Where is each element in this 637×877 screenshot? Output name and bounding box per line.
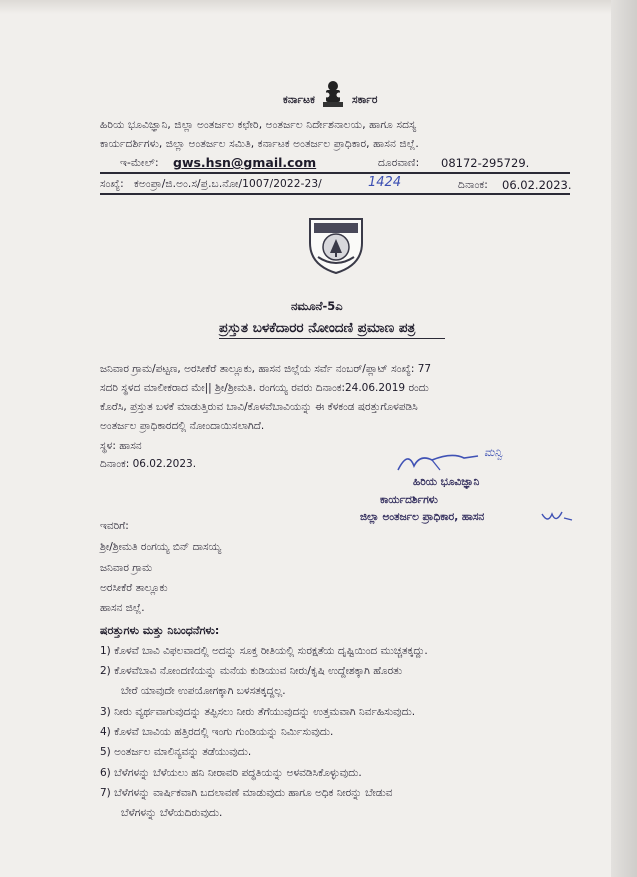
page-edge-shadow (611, 0, 637, 877)
header-rule-bottom (100, 193, 570, 195)
email-label: ಇ-ಮೇಲ್: (120, 157, 159, 169)
office-line-1: ಹಿರಿಯ ಭೂವಿಜ್ಞಾನಿ, ಜಿಲ್ಲಾ ಅಂತರ್ಜಲ ಕಛೇರಿ, ಅಂತರ್ಜಲ ನಿರ್ದೇಶನಾಲಯ, ಹಾಗೂ ಸದಸ್ಯ (100, 119, 417, 131)
signature-handwritten-name: ಮನ್ವಿ (484, 446, 503, 459)
state-name-right: ಸರ್ಕಾರ (352, 94, 378, 106)
conditions-heading: ಷರತ್ತುಗಳು ಮತ್ತು ನಿಬಂಧನೆಗಳು: (100, 624, 220, 637)
signatory-designation: ಹಿರಿಯ ಭೂವಿಜ್ಞಾನಿ (413, 476, 480, 488)
title-underline (219, 338, 445, 339)
page-top-shadow (0, 0, 637, 14)
body-line-2: ಸದರಿ ಸ್ಥಳದ ಮಾಲೀಕರಾದ ಮೇ|| ಶ್ರೀ/ಶ್ರೀಮತಿ. ರಂಗಯ್ಯ ರವರು ದಿನಾಂಕ:24.06.2019 ರಂದು (100, 382, 429, 394)
office-line-2: ಕಾರ್ಯದರ್ಶಿಗಳು, ಜಿಲ್ಲಾ ಅಂತರ್ಜಲ ಸಮಿತಿ, ಕರ್ನಾಟಕ ಅಂತರ್ಜಲ ಪ್ರಾಧಿಕಾರ, ಹಾಸನ ಜಿಲ್ಲೆ. (100, 138, 419, 150)
reference-number: ಕಅಂಪ್ರಾ/ಜಿ.ಅಂ.ಸ/ಪ್ರ.ಬ.ನೋ/1007/2022-23/ (134, 178, 322, 190)
reference-handwritten: 1424 (368, 175, 402, 190)
signatory-secretary: ಕಾರ್ಯದರ್ಶಿಗಳು (380, 494, 438, 506)
recipient-taluk: ಅರಸೀಕೆರೆ ತಾಲ್ಲೂಕು (100, 582, 168, 594)
form-number: ನಮೂನೆ-5ಎ (291, 299, 343, 313)
reference-label: ಸಂಖ್ಯೆ: (100, 178, 124, 190)
condition-item: 3) ನೀರು ವ್ಯರ್ಥವಾಗುವುದನ್ನು ತಪ್ಪಿಸಲು ನೀರು ತೆಗೆಯುವುದನ್ನು ಉತ್ತಮವಾಗಿ ನಿರ್ವಹಿಸುವುದು. (100, 706, 416, 718)
body-date-line: ದಿನಾಂಕ: 06.02.2023. (100, 458, 197, 470)
condition-item: 6) ಬೆಳೆಗಳನ್ನು ಬೆಳೆಯಲು ಹನಿ ನೀರಾವರಿ ಪದ್ಧತಿಯನ್ನು ಅಳವಡಿಸಿಕೊಳ್ಳುವುದು. (100, 767, 362, 779)
body-line-3: ಕೊರೆಸಿ, ಪ್ರಸ್ತುತ ಬಳಕೆ ಮಾಡುತ್ತಿರುವ ಬಾವಿ/ಕೊಳವೆಬಾವಿಯನ್ನು ಈ ಕೆಳಕಂಡ ಷರತ್ತುಗೊಳಪಡಿಸಿ (100, 401, 418, 413)
place-line: ಸ್ಥಳ: ಹಾಸನ (100, 440, 142, 452)
phone-number: 08172-295729. (441, 156, 530, 170)
email-link[interactable]: gws.hsn@gmail.com (173, 155, 317, 170)
condition-item: 2) ಕೊಳವೆಬಾವಿ ನೋಂದಣಿಯನ್ನು ಮನೆಯ ಕುಡಿಯುವ ನೀರು/ಕೃಷಿ ಉದ್ದೇಶಕ್ಕಾಗಿ ಹೊರತು (100, 665, 403, 677)
recipient-name: ಶ್ರೀ/ಶ್ರೀಮತಿ ರಂಗಯ್ಯ ಬಿನ್ ದಾಸಯ್ಯ (100, 541, 222, 553)
condition-item: ಬೇರೆ ಯಾವುದೇ ಉಪಯೋಗಕ್ಕಾಗಿ ಬಳಸತಕ್ಕದ್ದಲ್ಲ. (121, 685, 286, 697)
condition-item: 7) ಬೆಳೆಗಳನ್ನು ವಾರ್ಷಿಕವಾಗಿ ಬದಲಾವಣೆ ಮಾಡುವುದು ಹಾಗೂ ಅಧಿಕ ನೀರನ್ನು ಬೇಡುವ (100, 787, 393, 799)
initials-scribble-icon (540, 508, 574, 526)
condition-item: 1) ಕೊಳವೆ ಬಾವಿ ವಿಫಲವಾದಲ್ಲಿ ಅದನ್ನು ಸೂಕ್ತ ರೀತಿಯಲ್ಲಿ ಸುರಕ್ಷತೆಯ ದೃಷ್ಟಿಯಿಂದ ಮುಚ್ಚತಕ್ಕದ್ದು. (100, 645, 428, 657)
date-label: ದಿನಾಂಕ: (458, 179, 488, 191)
condition-item: ಬೆಳೆಗಳನ್ನು ಬೆಳೆಯದಿರುವುದು. (121, 807, 223, 819)
recipient-village: ಜನಿವಾರ ಗ್ರಾಮ (100, 562, 153, 574)
recipient-heading: ಇವರಿಗೆ: (100, 520, 129, 532)
state-emblem-icon (318, 78, 348, 110)
header-date: 06.02.2023. (502, 178, 572, 192)
state-name-left: ಕರ್ನಾಟಕ (283, 94, 315, 106)
phone-label: ದೂರವಾಣಿ: (378, 157, 420, 169)
certificate-title: ಪ್ರಸ್ತುತ ಬಳಕೆದಾರರ ನೋಂದಣಿ ಪ್ರಮಾಣ ಪತ್ರ (219, 320, 416, 336)
condition-item: 5) ಅಂತರ್ಜಲ ಮಾಲಿನ್ಯವನ್ನು ತಡೆಯುವುದು. (100, 746, 252, 758)
signatory-authority: ಜಿಲ್ಲಾ ಅಂತರ್ಜಲ ಪ್ರಾಧಿಕಾರ, ಹಾಸನ (360, 511, 485, 523)
recipient-district: ಹಾಸನ ಜಿಲ್ಲೆ. (100, 602, 145, 614)
body-line-1: ಜನಿವಾರ ಗ್ರಾಮ/ಪಟ್ಟಣ, ಅರಸೀಕೆರೆ ತಾಲ್ಲೂಕು, ಹಾಸನ ಜಿಲ್ಲೆಯ ಸರ್ವೆ ನಂಬರ್/ಪ್ಲಾಟ್ ಸಂಖ್ಯೆ: 77 (100, 363, 432, 375)
authority-logo-icon (304, 213, 368, 275)
condition-item: 4) ಕೊಳವೆ ಬಾವಿಯ ಹತ್ತಿರದಲ್ಲಿ ಇಂಗು ಗುಂಡಿಯನ್ನು ನಿರ್ಮಿಸುವುದು. (100, 726, 334, 738)
body-line-4: ಅಂತರ್ಜಲ ಪ್ರಾಧಿಕಾರದಲ್ಲಿ ನೋಂದಾಯಿಸಲಾಗಿದೆ. (100, 420, 265, 432)
header-rule-top (100, 172, 570, 174)
